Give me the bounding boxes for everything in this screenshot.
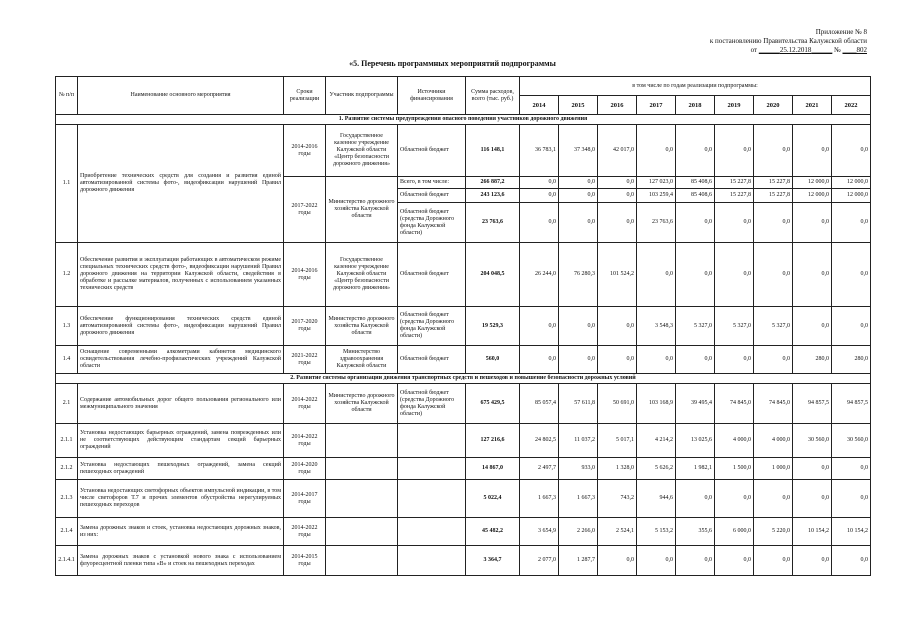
resolution-number: ____802 [842, 46, 867, 54]
document-header [710, 28, 867, 55]
col-sum: Сумма расходов, всего (тыс. руб.) [466, 77, 520, 115]
table-row: 2.1.4.1 Замена дорожных знаков с установкой нового знака с использованием флуоресцентной пленки типа «В» и стоек на пешеходных переходах 2014-2015 годы 3 364,7 2 077,0 1 287,7 0,0 0,0 0,0 0,0 0,0 0,0 0,0 [56, 546, 871, 576]
section-row [56, 374, 871, 384]
section-row [56, 115, 871, 125]
table-row: 2017-2022 годы Министерство дорожного хозяйства Калужской области Всего, в том числе: 266 887,2 0,0 0,0 0,0 127 023,0 85 408,6 15 227,8 15 227,8 12 000,0 12 000,0 [56, 177, 871, 189]
col-participant: Участник подпрограммы [326, 77, 398, 115]
table-row: Областной бюджет (средства Дорожного фонда Калужской области) 23 763,6 0,0 0,0 0,0 23 763,6 0,0 0,0 0,0 0,0 0,0 [56, 203, 871, 243]
measures-table [55, 76, 871, 576]
col-year: 2020 [754, 96, 793, 115]
section-title: 2. Развитие системы организации движения транспортных средств и пешеходов и повышение безопасности дорожных условий [56, 374, 871, 384]
col-source: Источники финансирования [398, 77, 466, 115]
table-row: 1.4 Оснащение современными алкометрами кабинетов медицинского освидетельствования лечебно-профилактических учреждений Калужской области 2021-2022 годы Министерство здравоохранения Калужской области Областной бюджет 560,0 0,0 0,0 0,0 0,0 0,0 0,0 0,0 280,0 280,0 [56, 346, 871, 374]
table-row: 2.1.3 Установка недостающих светофорных объектов импульсной индикации, в том числе светофоров Т.7 и прочих элементов обустройства нерегулируемых пешеходных переходов 2014-2017 годы 5 022,4 1 667,3 1 667,3 743,2 944,6 0,0 0,0 0,0 0,0 0,0 [56, 480, 871, 518]
col-year: 2018 [676, 96, 715, 115]
col-year: 2019 [715, 96, 754, 115]
col-name: Наименование основного мероприятия [78, 77, 284, 115]
table-row: 2.1.4 Замена дорожных знаков и стоек, установка недостающих дорожных знаков, из них: 2014-2022 годы 45 482,2 3 654,9 2 266,0 2 524,1 5 153,2 355,6 6 000,0 5 220,0 10 154,2 10 154,2 [56, 518, 871, 546]
resolution-date-line: от ______25.12.2018______ № ____802 [750, 46, 867, 54]
resolution-label: к постановлению Правительства Калужской области [709, 37, 867, 45]
col-year: 2022 [832, 96, 871, 115]
resolution-date: ______25.12.2018______ [758, 46, 833, 54]
table-row: 1.1 Приобретение технических средств для создания и развития единой автоматизированной системы фото-, видеофиксации нарушений Правил дорожного движения 2014-2016 годы Государственное казенное учреждение Калужской области «Центр безопасности дорожного движения» Областной бюджет 116 148,1 36 783,1 37 348,0 42 017,0 0,0 0,0 0,0 0,0 0,0 0,0 [56, 125, 871, 177]
section-title: 1. Развитие системы предупреждения опасного поведения участников дорожного движения [56, 115, 871, 125]
table-row: 1.2 Обеспечение развития и эксплуатации работающих в автоматическом режиме специальных технических средств фото-, видеофиксации нарушений Правил дорожного движения на территории Калужской области, сведействия в обработке и рассылке материалов, полученных с использованием указанных технических средств 2014-2016 годы Государственное казенное учреждение Калужской области «Центр безопасности дорожного движения» Областной бюджет 204 048,5 26 244,0 76 280,3 101 524,2 0,0 0,0 0,0 0,0 0,0 0,0 [56, 243, 871, 307]
col-terms: Сроки реализации [284, 77, 326, 115]
table-row: Областной бюджет 243 123,6 0,0 0,0 0,0 103 259,4 85 408,6 15 227,8 15 227,8 12 000,0 12 000,0 [56, 189, 871, 203]
col-year: 2017 [637, 96, 676, 115]
table-row: 1.3 Обеспечение функционирования технических средств единой автоматизированной системы фото-, видеофиксации нарушений Правил дорожного движения 2017-2020 годы Министерство дорожного хозяйства Калужской области Областной бюджет (средства Дорожного фонда Калужской области) 19 529,3 0,0 0,0 0,0 3 548,3 5 327,0 5 327,0 5 327,0 0,0 0,0 [56, 307, 871, 346]
table-row: 2.1 Содержание автомобильных дорог общего пользования регионального или межмуниципального значения 2014-2022 годы Министерство дорожного хозяйства Калужской области Областной бюджет (средства Дорожного фонда Калужской области) 675 429,5 85 057,4 57 611,8 50 691,0 103 168,9 39 495,4 74 845,0 74 845,0 94 857,5 94 857,5 [56, 384, 871, 424]
table-header-row [56, 77, 871, 96]
col-num: № п/п [56, 77, 78, 115]
col-year: 2016 [598, 96, 637, 115]
appendix-label: Приложение № 8 [815, 28, 867, 36]
table-row: 2.1.1 Установка недостающих барьерных ограждений, замена поврежденных или не соответствующих действующим стандартам секций барьерных ограждений 2014-2022 годы 127 216,6 24 802,5 11 037,2 5 017,1 4 214,2 13 025,6 4 000,0 4 000,0 30 560,0 30 560,0 [56, 424, 871, 458]
col-years-group: в том числе по годам реализации подпрограммы: [520, 77, 871, 96]
col-year: 2014 [520, 96, 559, 115]
col-year: 2015 [559, 96, 598, 115]
col-year: 2021 [793, 96, 832, 115]
table-row: 2.1.2 Установка недостающих пешеходных ограждений, замена секций пешеходных ограждений 2014-2020 годы 14 867,0 2 497,7 933,0 1 328,0 5 626,2 1 982,1 1 500,0 1 000,0 0,0 0,0 [56, 458, 871, 480]
document-title: «5. Перечень программных мероприятий подпрограммы [349, 59, 556, 68]
